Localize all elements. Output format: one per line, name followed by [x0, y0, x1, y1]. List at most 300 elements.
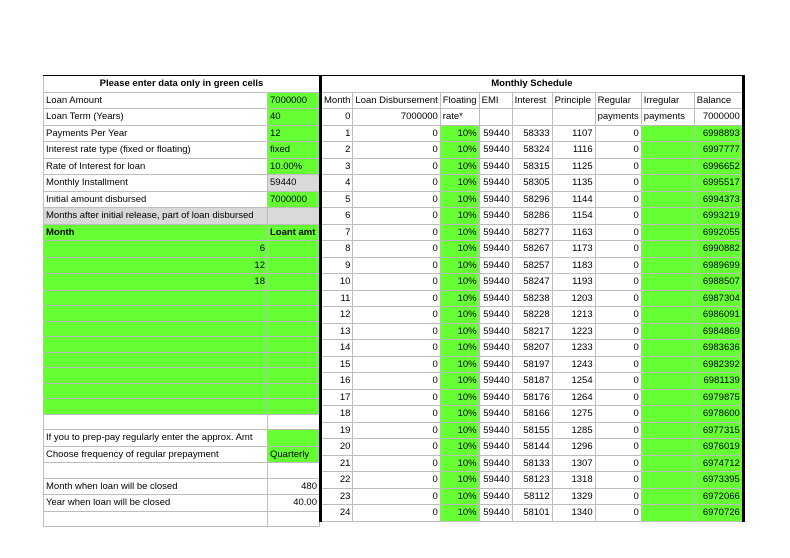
- cell-floating-rate: 10%: [440, 191, 479, 208]
- cell-disbursement: 0: [353, 455, 440, 472]
- cell-balance: 6979875: [694, 389, 743, 406]
- input-row-5: [44, 175, 320, 192]
- schedule-row: [321, 439, 744, 456]
- cell-interest: 58228: [512, 307, 552, 324]
- cell-floating-rate: 10%: [440, 488, 479, 505]
- cell-regular-payment: 0: [595, 307, 641, 324]
- cell-regular-payment: 0: [595, 175, 641, 192]
- schedule-row: [321, 191, 744, 208]
- cell-month: 8: [321, 241, 353, 258]
- cell-interest: 58296: [512, 191, 552, 208]
- cell-irregular-payment[interactable]: [641, 422, 694, 439]
- schedule-row: [321, 208, 744, 225]
- cell-emi: 59440: [479, 290, 512, 307]
- cell-balance: 6989699: [694, 257, 743, 274]
- cell-irregular-payment[interactable]: [641, 241, 694, 258]
- cell-disbursement: 0: [353, 439, 440, 456]
- cell-emi: EMI: [479, 92, 512, 109]
- cell-disbursement: 0: [353, 472, 440, 489]
- cell-balance: 6998893: [694, 125, 743, 142]
- cell-disbursement: 0: [353, 257, 440, 274]
- cell-irregular-payment[interactable]: [641, 406, 694, 423]
- schedule-row: [321, 224, 744, 241]
- cell-regular-payment: 0: [595, 455, 641, 472]
- cell-disbursement: 0: [353, 422, 440, 439]
- cell-month: 9: [321, 257, 353, 274]
- cell-irregular-payment[interactable]: [641, 142, 694, 159]
- cell-principle: 1125: [552, 158, 595, 175]
- cell-month: 3: [321, 158, 353, 175]
- spacer-cell: [268, 463, 320, 479]
- cell-regular-payment: 0: [595, 224, 641, 241]
- cell-floating-rate: 10%: [440, 323, 479, 340]
- frequency-row-label: Choose frequency of regular prepayment: [44, 446, 268, 463]
- cell-principle: 1254: [552, 373, 595, 390]
- cell-balance: 6990882: [694, 241, 743, 258]
- cell-emi: 59440: [479, 175, 512, 192]
- schedule-row: [321, 373, 744, 390]
- cell-irregular-payment[interactable]: [641, 439, 694, 456]
- cell-irregular-payment[interactable]: [641, 125, 694, 142]
- cell-principle: 1264: [552, 389, 595, 406]
- cell-month: 6: [321, 208, 353, 225]
- spacer-cell: [268, 414, 320, 430]
- cell-balance: 6976019: [694, 439, 743, 456]
- disbursement-amount[interactable]: [268, 306, 320, 322]
- cell-balance: 6994373: [694, 191, 743, 208]
- cell-month: 17: [321, 389, 353, 406]
- cell-emi: 59440: [479, 488, 512, 505]
- cell-principle: 1213: [552, 307, 595, 324]
- cell-interest: 58166: [512, 406, 552, 423]
- cell-principle: 1173: [552, 241, 595, 258]
- cell-disbursement: 0: [353, 274, 440, 291]
- cell-principle: 1144: [552, 191, 595, 208]
- disbursement-amount[interactable]: [268, 290, 320, 306]
- cell-balance: 6974712: [694, 455, 743, 472]
- schedule-row: [321, 175, 744, 192]
- input-header: Please enter data only in green cells: [44, 76, 320, 93]
- disbursement-row: [44, 399, 320, 415]
- cell-floating-rate: 10%: [440, 439, 479, 456]
- input-row-0-label: Loan Amount: [44, 92, 268, 109]
- input-row-2: [44, 125, 320, 142]
- schedule-row: [321, 505, 744, 522]
- cell-emi: 59440: [479, 142, 512, 159]
- schedule-row: [321, 455, 744, 472]
- cell-interest: 58207: [512, 340, 552, 357]
- cell-floating-rate: 10%: [440, 373, 479, 390]
- cell-balance: 6970726: [694, 505, 743, 522]
- cell-floating-rate: 10%: [440, 505, 479, 522]
- cell-emi: 59440: [479, 373, 512, 390]
- cell-floating-rate: 10%: [440, 422, 479, 439]
- cell-balance: 6997777: [694, 142, 743, 159]
- schedule-subheader-row: [321, 109, 744, 126]
- year-closed-row: [44, 495, 320, 512]
- cell-disbursement: 0: [353, 505, 440, 522]
- cell-irregular-payment[interactable]: [641, 356, 694, 373]
- cell-interest: Interest: [512, 92, 552, 109]
- schedule-row: [321, 406, 744, 423]
- cell-disbursement: 0: [353, 488, 440, 505]
- disbursement-month[interactable]: [44, 290, 268, 306]
- cell-interest: 58333: [512, 125, 552, 142]
- months-after-row-label: Months after initial release, part of loan disbursed: [44, 208, 268, 225]
- cell-disbursement: 0: [353, 340, 440, 357]
- input-row-0: [44, 92, 320, 109]
- cell-balance: 6978600: [694, 406, 743, 423]
- input-row-1-value[interactable]: 40: [268, 109, 320, 126]
- cell-principle: 1203: [552, 290, 595, 307]
- spacer-row: [44, 463, 320, 479]
- cell-principle: 1163: [552, 224, 595, 241]
- prepay-row: [44, 430, 320, 447]
- cell-month: 16: [321, 373, 353, 390]
- cell-month: 23: [321, 488, 353, 505]
- schedule-row: [321, 158, 744, 175]
- cell-month: 7: [321, 224, 353, 241]
- cell-floating-rate: 10%: [440, 224, 479, 241]
- cell-balance: 6972066: [694, 488, 743, 505]
- cell-interest: 58305: [512, 175, 552, 192]
- disbursement-month[interactable]: [44, 337, 268, 353]
- cell-regular-payment: 0: [595, 158, 641, 175]
- spacer-row: [44, 414, 320, 430]
- disbursement-row: [44, 337, 320, 353]
- cell-regular-payment: 0: [595, 356, 641, 373]
- input-row-2-label: Payments Per Year: [44, 125, 268, 142]
- frequency-row: [44, 446, 320, 463]
- cell-interest: 58238: [512, 290, 552, 307]
- cell-principle: 1243: [552, 356, 595, 373]
- schedule-row: [321, 488, 744, 505]
- cell-month: 18: [321, 406, 353, 423]
- subheader-disbursement: 7000000: [353, 109, 440, 126]
- disbursement-month[interactable]: [44, 399, 268, 415]
- disbursement-month[interactable]: 6: [44, 241, 268, 258]
- cell-floating-rate: 10%: [440, 472, 479, 489]
- cell-regular-payment: 0: [595, 488, 641, 505]
- cell-emi: 59440: [479, 422, 512, 439]
- cell-irregular-payment[interactable]: [641, 340, 694, 357]
- schedule-row: [321, 389, 744, 406]
- cell-regular-payment: 0: [595, 191, 641, 208]
- disbursement-amount[interactable]: [268, 399, 320, 415]
- cell-principle: 1107: [552, 125, 595, 142]
- cell-principle: 1296: [552, 439, 595, 456]
- cell-balance: 6977315: [694, 422, 743, 439]
- input-row-1-label: Loan Term (Years): [44, 109, 268, 126]
- disbursement-row: [44, 368, 320, 384]
- disbursement-month[interactable]: [44, 352, 268, 368]
- cell-irregular-payment[interactable]: [641, 373, 694, 390]
- cell-irregular-payment[interactable]: [641, 307, 694, 324]
- cell-floating-rate: 10%: [440, 389, 479, 406]
- cell-disbursement: 0: [353, 125, 440, 142]
- disbursement-month[interactable]: [44, 368, 268, 384]
- cell-irregular-payment[interactable]: [641, 323, 694, 340]
- cell-emi: 59440: [479, 125, 512, 142]
- cell-emi: 59440: [479, 455, 512, 472]
- disbursement-row: [44, 383, 320, 399]
- months-after-row: [44, 208, 320, 225]
- cell-month: 19: [321, 422, 353, 439]
- cell-month: Month: [321, 92, 353, 109]
- subheader-regular-payment: payments: [595, 109, 641, 126]
- disbursement-amount[interactable]: [268, 274, 320, 291]
- loan-amt-col-header: Loant amt: [268, 224, 320, 241]
- cell-floating-rate: 10%: [440, 356, 479, 373]
- disbursement-amount[interactable]: [268, 321, 320, 337]
- cell-emi: 59440: [479, 241, 512, 258]
- month-closed-row-label: Month when loan will be closed: [44, 478, 268, 495]
- cell-balance: Balance: [694, 92, 743, 109]
- cell-floating-rate: 10%: [440, 241, 479, 258]
- input-row-6: [44, 191, 320, 208]
- cell-irregular-payment[interactable]: [641, 158, 694, 175]
- subheader-month: 0: [321, 109, 353, 126]
- cell-principle: 1275: [552, 406, 595, 423]
- cell-month: 14: [321, 340, 353, 357]
- month-header-row: [44, 224, 320, 241]
- cell-regular-payment: 0: [595, 142, 641, 159]
- cell-irregular-payment[interactable]: [641, 175, 694, 192]
- month-closed-row: [44, 478, 320, 495]
- cell-interest: 58247: [512, 274, 552, 291]
- cell-irregular-payment[interactable]: [641, 224, 694, 241]
- cell-regular-payment: 0: [595, 290, 641, 307]
- disbursement-amount[interactable]: [268, 337, 320, 353]
- cell-regular-payment: 0: [595, 340, 641, 357]
- disbursement-amount[interactable]: [268, 383, 320, 399]
- cell-principle: 1193: [552, 274, 595, 291]
- cell-floating-rate: 10%: [440, 290, 479, 307]
- disbursement-month[interactable]: [44, 321, 268, 337]
- input-row-2-value[interactable]: 12: [268, 125, 320, 142]
- input-row-3: [44, 142, 320, 159]
- cell-principle: 1116: [552, 142, 595, 159]
- cell-balance: 6983636: [694, 340, 743, 357]
- cell-regular-payment: 0: [595, 208, 641, 225]
- cell-disbursement: 0: [353, 208, 440, 225]
- cell-balance: 6987304: [694, 290, 743, 307]
- cell-disbursement: 0: [353, 323, 440, 340]
- cell-month: 2: [321, 142, 353, 159]
- cell-emi: 59440: [479, 274, 512, 291]
- cell-emi: 59440: [479, 356, 512, 373]
- cell-irregular-payment[interactable]: [641, 505, 694, 522]
- cell-balance: 6982392: [694, 356, 743, 373]
- cell-irregular-payment[interactable]: [641, 208, 694, 225]
- disbursement-row: [44, 290, 320, 306]
- cell-irregular-payment[interactable]: [641, 274, 694, 291]
- cell-disbursement: 0: [353, 158, 440, 175]
- cell-balance: 6996652: [694, 158, 743, 175]
- cell-principle: 1318: [552, 472, 595, 489]
- cell-emi: 59440: [479, 257, 512, 274]
- cell-balance: 6986091: [694, 307, 743, 324]
- spacer-cell: [268, 511, 320, 527]
- cell-disbursement: 0: [353, 406, 440, 423]
- disbursement-amount[interactable]: [268, 368, 320, 384]
- disbursement-row: [44, 274, 320, 291]
- disbursement-month[interactable]: [44, 306, 268, 322]
- cell-regular-payment: 0: [595, 422, 641, 439]
- cell-principle: 1340: [552, 505, 595, 522]
- cell-disbursement: 0: [353, 373, 440, 390]
- cell-balance: 6993219: [694, 208, 743, 225]
- disbursement-amount[interactable]: [268, 241, 320, 258]
- cell-month: 4: [321, 175, 353, 192]
- cell-floating-rate: Floating: [440, 92, 479, 109]
- subheader-principle: [552, 109, 595, 126]
- cell-irregular-payment[interactable]: [641, 455, 694, 472]
- cell-emi: 59440: [479, 224, 512, 241]
- cell-balance: 6981139: [694, 373, 743, 390]
- cell-regular-payment: 0: [595, 125, 641, 142]
- cell-principle: 1329: [552, 488, 595, 505]
- year-closed-row-value[interactable]: 40.00: [268, 495, 320, 512]
- cell-month: 12: [321, 307, 353, 324]
- cell-disbursement: 0: [353, 290, 440, 307]
- input-row-3-value[interactable]: fixed: [268, 142, 320, 159]
- cell-principle: 1307: [552, 455, 595, 472]
- cell-floating-rate: 10%: [440, 274, 479, 291]
- schedule-row: [321, 274, 744, 291]
- cell-floating-rate: 10%: [440, 455, 479, 472]
- cell-month: 1: [321, 125, 353, 142]
- cell-emi: 59440: [479, 158, 512, 175]
- disbursement-row: [44, 257, 320, 274]
- input-row-4-value[interactable]: 10.00%: [268, 158, 320, 175]
- year-closed-row-label: Year when loan will be closed: [44, 495, 268, 512]
- cell-interest: 58197: [512, 356, 552, 373]
- prepay-row-label: If you to prep-pay regularly enter the approx. Amt: [44, 430, 268, 447]
- cell-disbursement: 0: [353, 356, 440, 373]
- disbursement-amount[interactable]: [268, 352, 320, 368]
- cell-balance: 6988507: [694, 274, 743, 291]
- cell-interest: 58286: [512, 208, 552, 225]
- cell-regular-payment: 0: [595, 505, 641, 522]
- cell-emi: 59440: [479, 505, 512, 522]
- schedule-title: Monthly Schedule: [321, 76, 744, 93]
- cell-irregular-payment[interactable]: [641, 257, 694, 274]
- cell-emi: 59440: [479, 323, 512, 340]
- subheader-emi: [479, 109, 512, 126]
- disbursement-row: [44, 241, 320, 258]
- schedule-row: [321, 125, 744, 142]
- schedule-row: [321, 241, 744, 258]
- cell-month: 10: [321, 274, 353, 291]
- prepay-row-value[interactable]: [268, 430, 320, 447]
- cell-regular-payment: 0: [595, 472, 641, 489]
- input-row-6-value[interactable]: 7000000: [268, 191, 320, 208]
- input-row-0-value[interactable]: 7000000: [268, 92, 320, 109]
- cell-regular-payment: 0: [595, 274, 641, 291]
- cell-floating-rate: 10%: [440, 175, 479, 192]
- cell-floating-rate: 10%: [440, 406, 479, 423]
- schedule-row: [321, 422, 744, 439]
- cell-regular-payment: 0: [595, 323, 641, 340]
- cell-regular-payment: 0: [595, 241, 641, 258]
- cell-emi: 59440: [479, 439, 512, 456]
- disbursement-month[interactable]: 18: [44, 274, 268, 291]
- schedule-header-row: [321, 92, 744, 109]
- cell-principle: Principle: [552, 92, 595, 109]
- cell-emi: 59440: [479, 389, 512, 406]
- disbursement-month[interactable]: [44, 383, 268, 399]
- cell-principle: 1223: [552, 323, 595, 340]
- disbursement-month[interactable]: 12: [44, 257, 268, 274]
- cell-irregular-payment: Irregular: [641, 92, 694, 109]
- cell-principle: 1183: [552, 257, 595, 274]
- cell-balance: 6973395: [694, 472, 743, 489]
- disbursement-amount[interactable]: [268, 257, 320, 274]
- input-row-4-label: Rate of Interest for loan: [44, 158, 268, 175]
- cell-irregular-payment[interactable]: [641, 488, 694, 505]
- cell-month: 5: [321, 191, 353, 208]
- cell-interest: 58101: [512, 505, 552, 522]
- cell-disbursement: 0: [353, 224, 440, 241]
- disbursement-row: [44, 352, 320, 368]
- month-closed-row-value[interactable]: 480: [268, 478, 320, 495]
- cell-floating-rate: 10%: [440, 340, 479, 357]
- cell-interest: 58144: [512, 439, 552, 456]
- input-row-6-label: Initial amount disbursed: [44, 191, 268, 208]
- input-row-1: [44, 109, 320, 126]
- cell-disbursement: 0: [353, 307, 440, 324]
- schedule-row: [321, 356, 744, 373]
- schedule-row: [321, 307, 744, 324]
- cell-month: 24: [321, 505, 353, 522]
- cell-regular-payment: 0: [595, 406, 641, 423]
- cell-floating-rate: 10%: [440, 142, 479, 159]
- schedule-row: [321, 323, 744, 340]
- months-after-row-value[interactable]: [268, 208, 320, 225]
- cell-irregular-payment[interactable]: [641, 191, 694, 208]
- input-row-5-value[interactable]: 59440: [268, 175, 320, 192]
- cell-month: 22: [321, 472, 353, 489]
- cell-irregular-payment[interactable]: [641, 472, 694, 489]
- cell-disbursement: Loan Disbursement: [353, 92, 440, 109]
- disbursement-row: [44, 321, 320, 337]
- cell-month: 13: [321, 323, 353, 340]
- cell-regular-payment: 0: [595, 373, 641, 390]
- cell-floating-rate: 10%: [440, 125, 479, 142]
- spacer-cell: [44, 414, 268, 430]
- cell-emi: 59440: [479, 472, 512, 489]
- cell-principle: 1154: [552, 208, 595, 225]
- cell-irregular-payment[interactable]: [641, 290, 694, 307]
- schedule-row: [321, 340, 744, 357]
- cell-disbursement: 0: [353, 175, 440, 192]
- cell-interest: 58324: [512, 142, 552, 159]
- cell-disbursement: 0: [353, 389, 440, 406]
- cell-interest: 58187: [512, 373, 552, 390]
- cell-floating-rate: 10%: [440, 257, 479, 274]
- frequency-row-value[interactable]: Quarterly: [268, 446, 320, 463]
- cell-interest: 58315: [512, 158, 552, 175]
- cell-disbursement: 0: [353, 191, 440, 208]
- subheader-irregular-payment: payments: [641, 109, 694, 126]
- schedule-row: [321, 257, 744, 274]
- cell-month: 11: [321, 290, 353, 307]
- cell-irregular-payment[interactable]: [641, 389, 694, 406]
- cell-regular-payment: 0: [595, 439, 641, 456]
- cell-interest: 58155: [512, 422, 552, 439]
- cell-month: 20: [321, 439, 353, 456]
